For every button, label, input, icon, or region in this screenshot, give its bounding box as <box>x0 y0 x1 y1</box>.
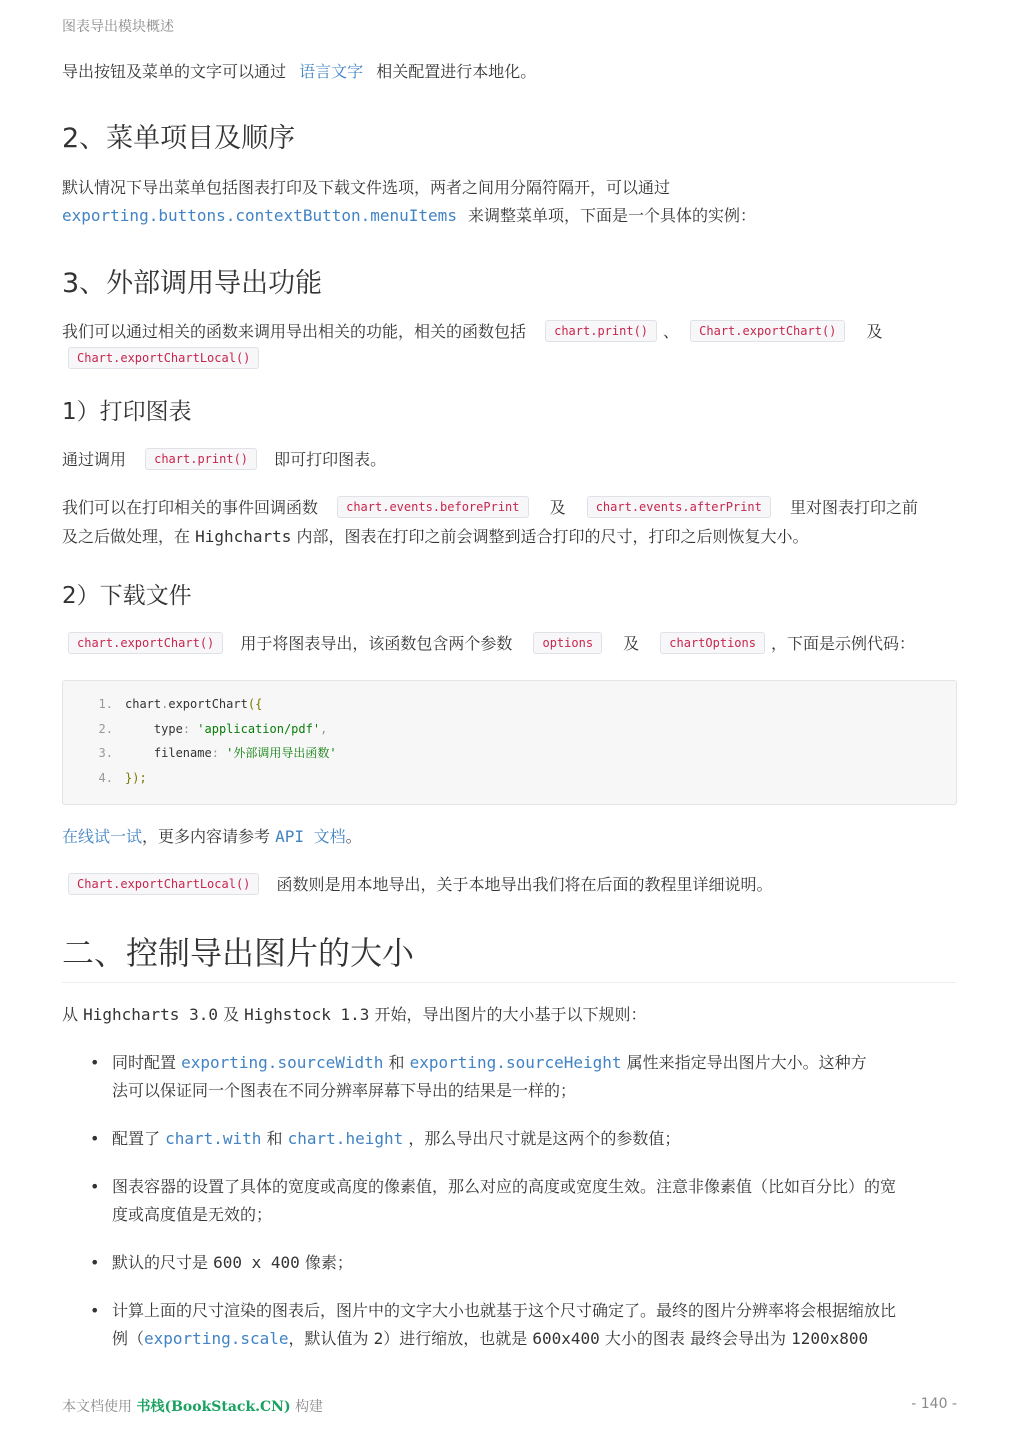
inline-code: Chart.exportChartLocal() <box>68 347 259 369</box>
heading-menu-items: 2、菜单项目及顺序 <box>62 123 296 154</box>
menuitems-option-link[interactable]: exporting.buttons.contextButton.menuItems <box>62 206 457 225</box>
code-block <box>62 680 957 805</box>
export-scale-link[interactable]: exporting.scale <box>144 1329 289 1348</box>
list-item: • 同时配置 exporting.sourceWidth 和 exporting.sourceHeight 属性来指定导出图片大小。这种方 法可以保证同一个图表在不同分辨率屏幕下导出的结果是一样的； <box>62 1049 956 1105</box>
export-functions-paragraph: 我们可以通过相关的函数来调用导出相关的功能，相关的函数包括 chart.print() 、 Chart.exportChart() 及 Chart.exportChartLocal() <box>62 319 956 373</box>
bookstack-link[interactable]: 书栈(BookStack.CN) <box>136 1399 291 1415</box>
inline-code: chartOptions <box>660 632 765 654</box>
list-item: • 图表容器的设置了具体的宽度或高度的像素值，那么对应的高度或宽度生效。注意非像素值（比如百分比）的宽 度或高度值是无效的； <box>62 1173 956 1229</box>
heading-print-chart: 1）打印图表 <box>62 399 192 425</box>
list-item: • 计算上面的尺寸渲染的图表后，图片中的文字大小也就基于这个尺寸确定了。最终的图片分辨率将会根据缩放比 例（exporting.scale，默认值为 2）进行缩放，也就是 600x400 大小的图表 最终会导出为 1200x800 <box>62 1297 956 1353</box>
code-line: 4. }); <box>98 770 147 785</box>
inline-code: chart.events.beforePrint <box>337 496 528 518</box>
heading-download-file: 2）下载文件 <box>62 583 192 609</box>
inline-code: Chart.exportChart() <box>690 320 845 342</box>
list-item: • 默认的尺寸是 600 x 400 像素； <box>62 1249 956 1277</box>
menu-items-paragraph: 默认情况下导出菜单包括图表打印及下载文件选项，两者之间用分隔符隔开，可以通过 exporting.buttons.contextButton.menuItems 来调整菜单项，下面是一个具体的实例： <box>62 178 757 225</box>
source-height-link[interactable]: exporting.sourceHeight <box>409 1053 622 1072</box>
chart-height-link[interactable]: chart.height <box>287 1129 404 1148</box>
code-line: 2. type: 'application/pdf', <box>98 721 328 736</box>
inline-code: chart.print() <box>545 320 657 342</box>
api-docs-link[interactable]: API 文档 <box>275 827 346 846</box>
heading-external-export: 3、外部调用导出功能 <box>62 268 323 299</box>
local-export-paragraph: Chart.exportChartLocal() 函数则是用本地导出，关于本地导出我们将在后面的教程里详细说明。 <box>62 871 956 900</box>
try-online-paragraph: 在线试一试，更多内容请参考 API 文档。 <box>62 827 362 846</box>
export-chart-paragraph: chart.exportChart() 用于将图表导出，该函数包含两个参数 options 及 chartOptions ，下面是示例代码： <box>62 630 956 659</box>
inline-code: chart.exportChart() <box>68 632 223 654</box>
code-line: 3. filename: '外部调用导出函数' <box>98 746 337 760</box>
inline-code: Chart.exportChartLocal() <box>68 873 259 895</box>
page-number: - 140 - <box>911 1396 957 1412</box>
code-line: 1. chart.exportChart({ <box>98 697 263 711</box>
language-text-link[interactable]: 语言文字 <box>299 62 364 81</box>
size-rules-list <box>62 1049 956 1353</box>
running-header: 图表导出模块概述 <box>62 19 174 35</box>
size-rules-intro: 从 Highcharts 3.0 及 Highstock 1.3 开始，导出图片的大小基于以下规则： <box>62 1005 647 1024</box>
try-online-link[interactable]: 在线试一试 <box>62 827 143 846</box>
inline-code: chart.events.afterPrint <box>587 496 771 518</box>
heading-export-size: 二、控制导出图片的大小 <box>62 934 415 972</box>
print-paragraph: 通过调用 chart.print() 即可打印图表。 <box>62 450 387 469</box>
inline-code: chart.print() <box>145 448 257 470</box>
chart-width-link[interactable]: chart.with <box>165 1129 262 1148</box>
source-width-link[interactable]: exporting.sourceWidth <box>181 1053 384 1072</box>
footer-credit: 本文档使用 书栈(BookStack.CN) 构建 <box>62 1399 324 1415</box>
list-item: • 配置了 chart.with 和 chart.height ，那么导出尺寸就是这两个的参数值； <box>62 1125 956 1153</box>
intro-paragraph: 导出按钮及菜单的文字可以通过 语言文字 相关配置进行本地化。 <box>62 62 537 81</box>
print-events-paragraph: 我们可以在打印相关的事件回调函数 chart.events.beforePrint 及 chart.events.afterPrint 里对图表打印之前 及之后做处理，在 Highcharts 内部，图表在打印之前会调整到适合打印的尺寸，打印之后则恢复大小。 <box>62 498 918 546</box>
inline-code: options <box>533 632 602 654</box>
heading-divider <box>62 982 956 983</box>
